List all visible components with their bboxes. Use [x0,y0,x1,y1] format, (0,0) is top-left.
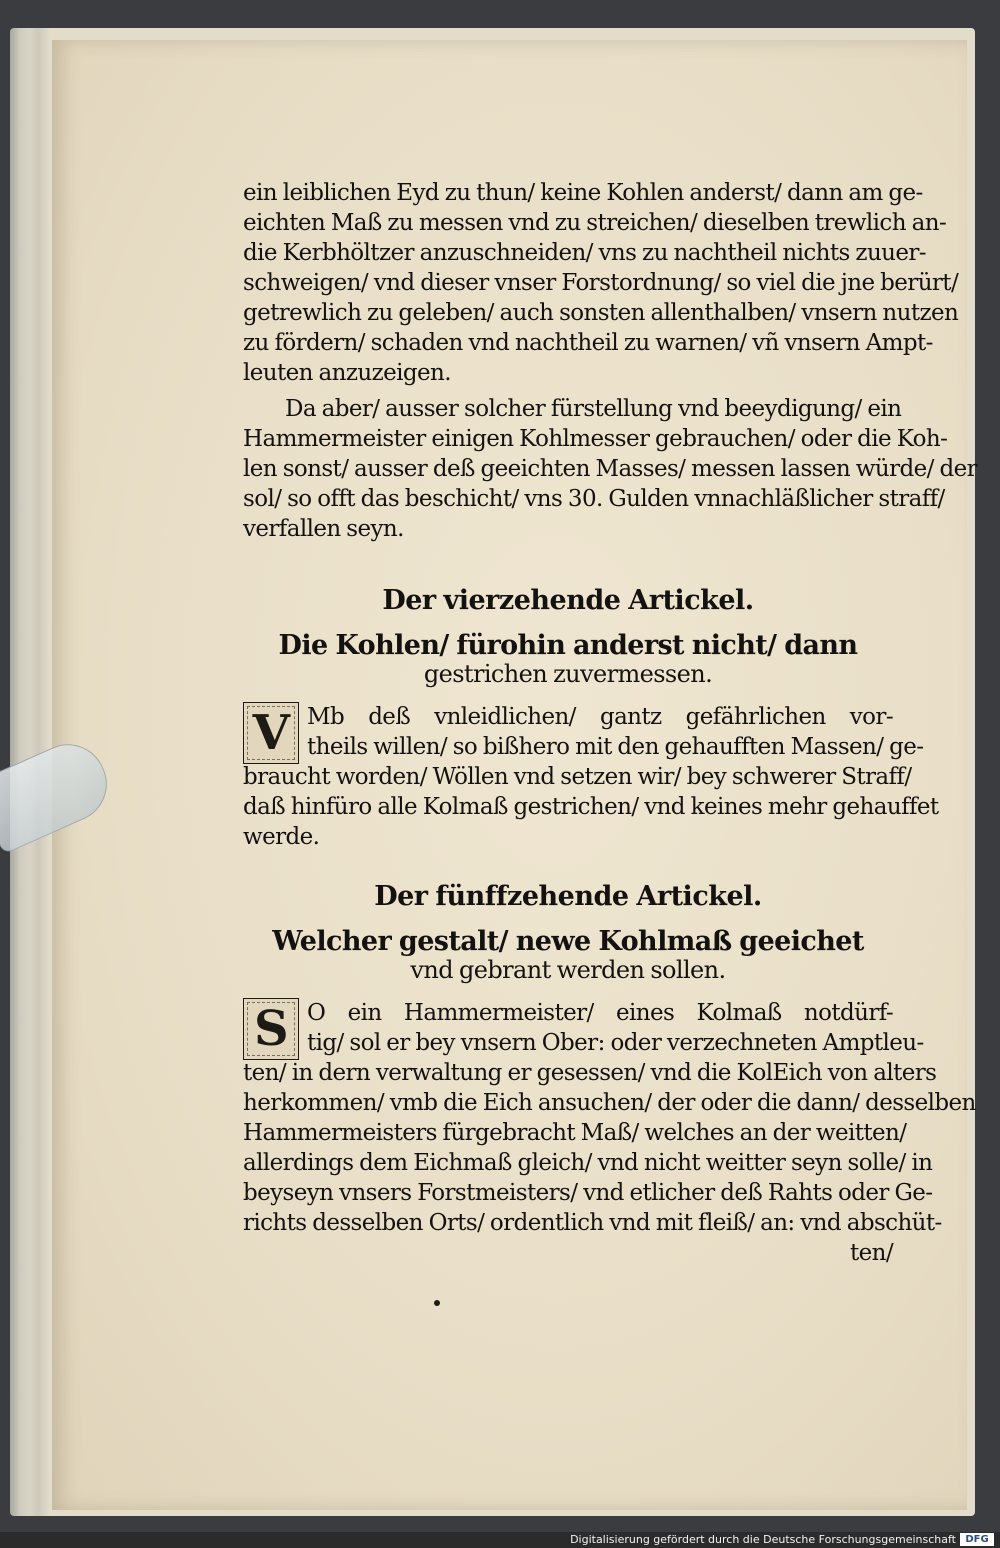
paragraph-penalty [243,394,978,544]
text-line: verfallen seyn. [243,516,404,542]
drop-cap-initial [243,998,299,1060]
text-line: leuten anzuzeigen. [243,360,451,386]
article-14-title-line2: gestrichen zuvermessen. [423,660,713,688]
text-line: herkommen/ vmb die Eich ansuchen/ der oder die dann/ desselben [243,1090,976,1116]
drop-cap-ornament [247,706,295,760]
text-line: eichten Maß zu messen vnd zu streichen/ dieselben trewlich an- [243,210,947,236]
text-line: die Kerbhöltzer anzuschneiden/ vns zu nachtheil nichts zuuer- [243,240,926,266]
text-line: Hammermeisters fürgebracht Maß/ welches an der weitten/ [243,1120,907,1146]
text-line: Mb deß vnleidlichen/ gantz gefährlichen vor- [307,704,893,730]
text-line: braucht worden/ Wöllen vnd setzen wir/ bey schwerer Straff/ [243,764,912,790]
page-dot-mark [434,1300,440,1306]
drop-cap-initial [243,702,299,764]
text-line: getrewlich zu geleben/ auch sonsten allenthalben/ vnsern nutzen [243,300,959,326]
text-line: Da aber/ ausser solcher fürstellung vnd beeydigung/ ein [285,396,902,422]
article-15-body [243,998,976,1268]
text-line: schweigen/ vnd dieser vnser Forstordnung/ so viel die jne berürt/ [243,270,959,296]
article-14-body [243,702,939,852]
article-14-heading: Der vierzehende Artickel. [382,585,754,616]
text-line: sol/ so offt das beschicht/ vns 30. Gulden vnnachläßlicher straff/ [243,486,945,512]
article-14-title-line1: Die Kohlen/ fürohin anderst nicht/ dann [278,630,858,661]
text-line: werde. [243,824,320,850]
article-15-title-line1: Welcher gestalt/ newe Kohlmaß geeichet [272,926,864,957]
drop-cap-ornament [247,1002,295,1056]
page-text [243,178,978,1268]
text-line: Hammermeister einigen Kohlmesser gebrauchen/ oder die Koh- [243,426,948,452]
text-line: richts desselben Orts/ ordentlich vnd mit fleiß/ an: vnd abschüt- [243,1210,942,1236]
drop-cap-letter: S [253,1001,289,1057]
article-15-title-line2: vnd gebrant werden sollen. [410,956,726,984]
dfg-logo: DFG [960,1533,994,1546]
paragraph-oath [243,178,959,388]
drop-cap-letter: V [252,705,290,761]
text-line: beyseyn vnsers Forstmeisters/ vnd etlicher deß Rahts oder Ge- [243,1180,933,1206]
text-line: theils willen/ so bißhero mit den gehaufften Massen/ ge- [307,734,924,760]
text-line: zu fördern/ schaden vnd nachtheil zu warnen/ vñ vnsern Ampt- [243,330,933,356]
text-line: O ein Hammermeister/ eines Kolmaß notdürf- [307,1000,893,1026]
funding-credit: Digitalisierung gefördert durch die Deutsche Forschungsgemeinschaft [570,1533,956,1546]
text-line: ten/ in dern verwaltung er gesessen/ vnd die KolEich von alters [243,1060,937,1086]
text-line: tig/ sol er bey vnsern Ober: oder verzechneten Amptleu- [307,1030,924,1056]
article-15-heading: Der fünffzehende Artickel. [374,881,762,912]
catchword: ten/ [849,1240,893,1266]
text-line: daß hinfüro alle Kolmaß gestrichen/ vnd keines mehr gehauffet [243,794,939,820]
text-line: ein leiblichen Eyd zu thun/ keine Kohlen anderst/ dann am ge- [243,180,923,206]
text-line: allerdings dem Eichmaß gleich/ vnd nicht weitter seyn solle/ in [243,1150,933,1176]
text-line: len sonst/ ausser deß geeichten Masses/ messen lassen würde/ der [243,456,978,482]
